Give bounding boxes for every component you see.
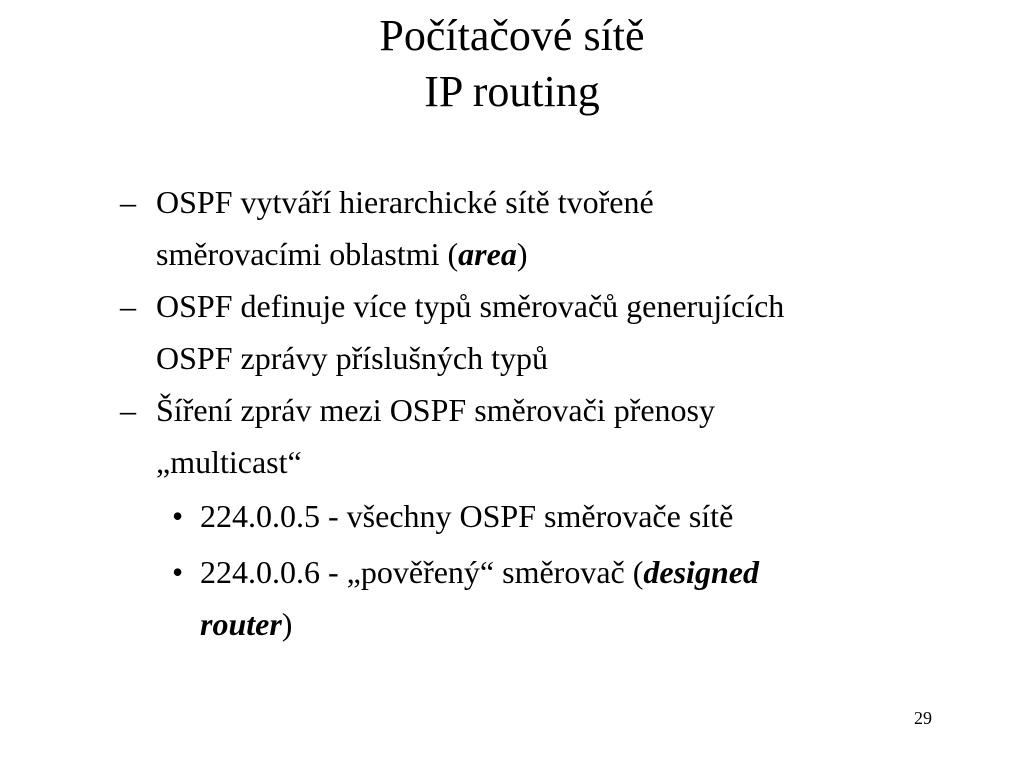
bullet-line [200, 546, 759, 598]
text-segment: 224.0.0.6 - „pověřený“ směrovač ( [200, 554, 644, 590]
subbullet-item-designated-router [172, 546, 759, 650]
text-segment: ) [516, 236, 528, 272]
emphasis-term-designed: designed [643, 554, 759, 590]
bullet-item-router-types [120, 280, 785, 384]
emphasis-term-area: area [458, 236, 517, 272]
emphasis-term-router: router [200, 606, 282, 642]
bullet-line [200, 598, 759, 650]
text-segment: ) [281, 606, 293, 642]
bullet-line: 224.0.0.5 - všechny OSPF směrovače sítě [200, 498, 734, 534]
bullet-line: OSPF vytváří hierarchické sítě tvořené [156, 184, 654, 220]
subbullet-item-all-routers [172, 490, 734, 542]
title-line-1: Počítačové sítě [379, 11, 645, 60]
page-number: 29 [914, 708, 932, 728]
bullet-line: OSPF definuje více typů směrovačů generujících [156, 288, 785, 324]
text-segment: směrovacími oblastmi ( [156, 236, 459, 272]
bullet-item-ospf-hierarchy [120, 176, 654, 280]
title-line-2: IP routing [424, 67, 600, 116]
dash-marker: – [120, 184, 136, 220]
bullet-line: OSPF zprávy příslušných typů [156, 340, 548, 376]
dash-marker: – [120, 392, 136, 428]
bullet-item-multicast [120, 384, 715, 488]
bullet-line [156, 228, 654, 280]
bullet-marker: • [172, 554, 184, 590]
bullet-line: Šíření zpráv mezi OSPF směrovači přenosy [156, 392, 715, 428]
bullet-line: „multicast“ [156, 444, 302, 480]
bullet-marker: • [172, 498, 184, 534]
dash-marker: – [120, 288, 136, 324]
